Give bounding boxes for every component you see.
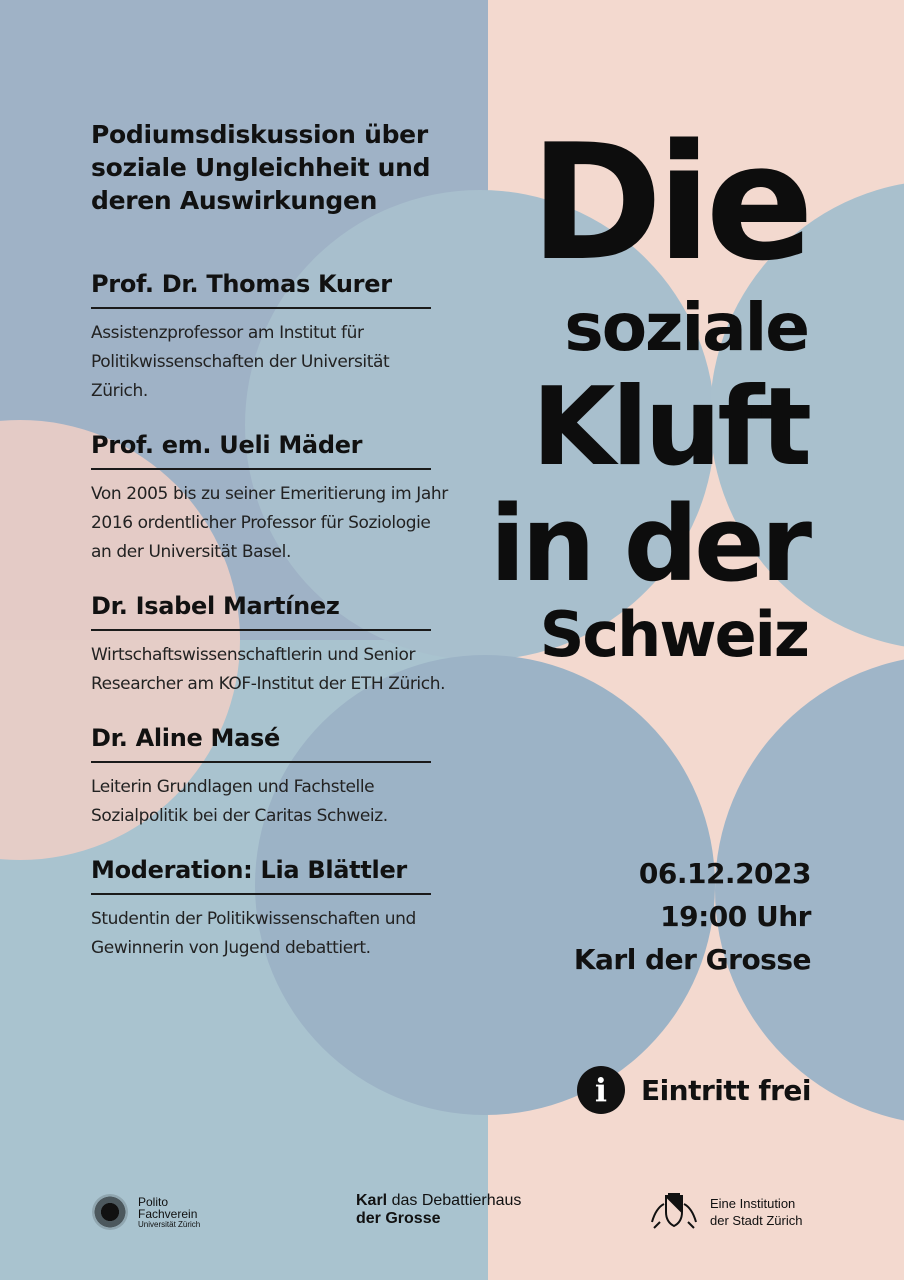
title-line: Schweiz (539, 598, 808, 671)
karl-rest: das Debattierhaus (387, 1192, 522, 1209)
speaker-name: Prof. em. Ueli Mäder (91, 430, 431, 470)
footer-logos (0, 1188, 904, 1238)
speaker-name: Dr. Isabel Martínez (91, 591, 431, 631)
stadt-line: Eine Institution (710, 1196, 796, 1211)
karl-bold: Karl (356, 1192, 388, 1209)
speaker-description: Von 2005 bis zu seiner Emeritierung im Jahr 2016 ordentlicher Professor für Soziologie an der Universität Basel. (91, 484, 448, 562)
speaker-block (91, 723, 451, 831)
title-line: Kluft (531, 365, 808, 490)
poster-title (489, 109, 808, 671)
entry-text: Eintritt frei (640, 1073, 811, 1107)
event-date: 06.12.2023 (638, 857, 811, 890)
polito-logo (92, 1194, 200, 1230)
title-line: soziale (564, 289, 808, 366)
speaker-name: Dr. Aline Masé (91, 723, 431, 763)
event-details (574, 852, 811, 981)
entry-info (577, 1066, 811, 1114)
speaker-block (91, 269, 451, 406)
moderator-description: Studentin der Politikwissenschaften und Gewinnerin von Jugend debattiert. (91, 909, 416, 958)
intro-heading: Podiumsdiskussion über soziale Ungleichheit und deren Auswirkungen (91, 120, 431, 215)
stadt-zuerich-logo (648, 1192, 803, 1232)
speakers-column (91, 118, 451, 987)
karl-bold: der Grosse (356, 1210, 441, 1227)
moderator-name: Moderation: Lia Blättler (91, 855, 431, 895)
halftone-dots-icon (92, 1194, 128, 1230)
title-line: in der (489, 483, 808, 605)
speaker-block (91, 430, 451, 567)
speaker-description: Leiterin Grundlagen und Fachstelle Sozialpolitik bei der Caritas Schweiz. (91, 777, 388, 826)
stadt-line: der Stadt Zürich (710, 1213, 803, 1228)
event-venue: Karl der Grosse (573, 943, 811, 976)
polito-line: Universität Zürich (138, 1219, 201, 1229)
polito-line: Fachverein (138, 1206, 198, 1221)
speaker-name: Prof. Dr. Thomas Kurer (91, 269, 431, 309)
speaker-description: Wirtschaftswissenschaftlerin und Senior Researcher am KOF-Institut der ETH Zürich. (91, 645, 446, 694)
speaker-description: Assistenzprofessor am Institut für Politikwissenschaften der Universität Zürich. (91, 323, 390, 401)
zurich-coat-of-arms-icon (648, 1192, 700, 1232)
info-icon: i (577, 1066, 625, 1114)
speaker-block (91, 591, 451, 699)
speaker-block (91, 855, 451, 963)
karl-der-grosse-logo (356, 1192, 521, 1228)
event-time: 19:00 Uhr (660, 900, 811, 933)
title-line: Die (529, 109, 808, 296)
polito-line: Polito (138, 1194, 169, 1209)
